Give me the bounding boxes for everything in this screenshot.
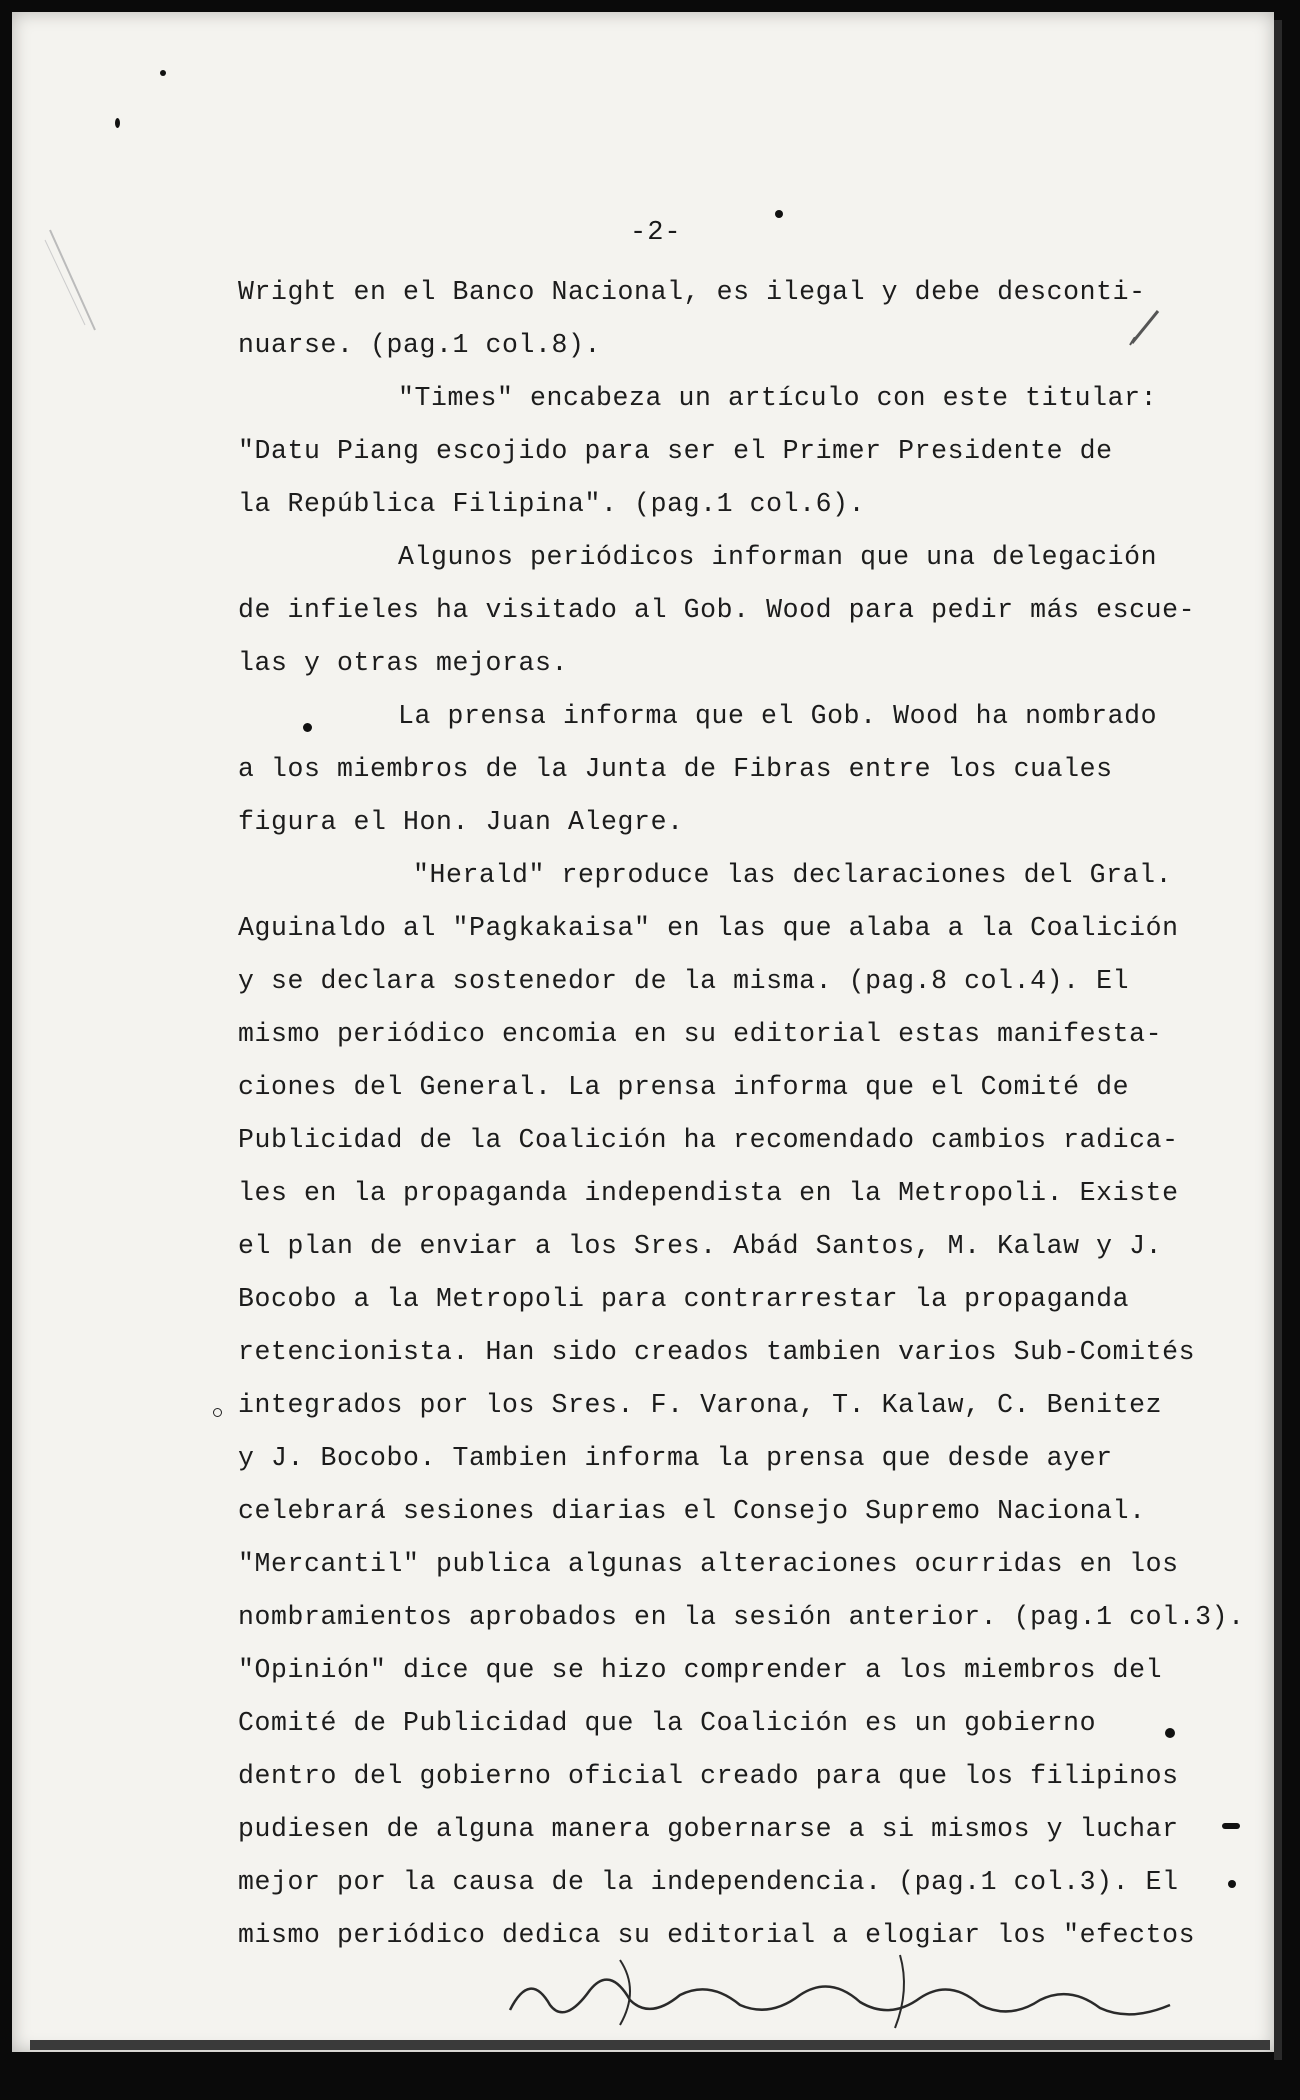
text-line: nuarse. (pag.1 col.8). <box>238 330 602 360</box>
page-bottom-edge <box>30 2040 1270 2050</box>
text-line: retencionista. Han sido creados tambien varios Sub-Comités <box>238 1337 1196 1367</box>
text-line: Publicidad de la Coalición ha recomendado cambios radica- <box>238 1125 1179 1155</box>
ink-speck <box>115 118 120 128</box>
text-line: mismo periódico dedica su editorial a elogiar los "efectos <box>238 1920 1196 1950</box>
text-line: les en la propaganda independista en la Metropoli. Existe <box>238 1178 1179 1208</box>
text-line: Aguinaldo al "Pagkakaisa" en las que alaba a la Coalición <box>238 913 1179 943</box>
text-line: las y otras mejoras. <box>238 648 569 678</box>
text-line: y se declara sostenedor de la misma. (pag.8 col.4). El <box>238 966 1130 996</box>
page-number: -2- <box>630 218 682 248</box>
text-line: "Mercantil" publica algunas alteraciones ocurridas en los <box>238 1549 1179 1579</box>
ink-speck <box>775 210 783 218</box>
text-line: ciones del General. La prensa informa que el Comité de <box>238 1072 1130 1102</box>
handwritten-signature <box>470 1950 1230 2030</box>
text-line: la República Filipina". (pag.1 col.6). <box>238 489 866 519</box>
text-line: "Times" encabeza un artículo con este titular: <box>398 383 1158 413</box>
text-line: pudiesen de alguna manera gobernarse a si mismos y luchar <box>238 1814 1179 1844</box>
text-line: integrados por los Sres. F. Varona, T. Kalaw, C. Benitez <box>238 1390 1163 1420</box>
text-line: "Datu Piang escojido para ser el Primer Presidente de <box>238 436 1113 466</box>
text-line: mejor por la causa de la independencia. (pag.1 col.3). El <box>238 1867 1179 1897</box>
text-line: Bocobo a la Metropoli para contrarrestar la propaganda <box>238 1284 1130 1314</box>
ink-speck <box>213 1408 222 1417</box>
text-line: "Herald" reproduce las declaraciones del Gral. <box>413 860 1173 890</box>
text-line: a los miembros de la Junta de Fibras entre los cuales <box>238 754 1113 784</box>
page-edge-shadow <box>1274 20 1282 2060</box>
text-line: Wright en el Banco Nacional, es ilegal y debe desconti- <box>238 277 1146 307</box>
text-line: el plan de enviar a los Sres. Abád Santos, M. Kalaw y J. <box>238 1231 1163 1261</box>
text-line: de infieles ha visitado al Gob. Wood para pedir más escue- <box>238 595 1196 625</box>
text-line: celebrará sesiones diarias el Consejo Supremo Nacional. <box>238 1496 1146 1526</box>
ink-speck <box>160 70 166 76</box>
ink-speck <box>1222 1823 1240 1829</box>
text-line: mismo periódico encomia en su editorial estas manifesta- <box>238 1019 1163 1049</box>
text-line: "Opinión" dice que se hizo comprender a los miembros del <box>238 1655 1163 1685</box>
text-line: La prensa informa que el Gob. Wood ha nombrado <box>398 701 1158 731</box>
text-line: figura el Hon. Juan Alegre. <box>238 807 684 837</box>
text-line: nombramientos aprobados en la sesión anterior. (pag.1 col.3). <box>238 1602 1245 1632</box>
text-line: y J. Bocobo. Tambien informa la prensa que desde ayer <box>238 1443 1113 1473</box>
ink-speck <box>1228 1880 1236 1888</box>
document-body <box>238 266 1245 1962</box>
scan-artifact-left-margin <box>40 220 100 340</box>
text-line: Algunos periódicos informan que una delegación <box>398 542 1158 572</box>
ink-speck <box>1165 1728 1175 1738</box>
text-line: dentro del gobierno oficial creado para que los filipinos <box>238 1761 1179 1791</box>
text-line: Comité de Publicidad que la Coalición es un gobierno <box>238 1708 1097 1738</box>
